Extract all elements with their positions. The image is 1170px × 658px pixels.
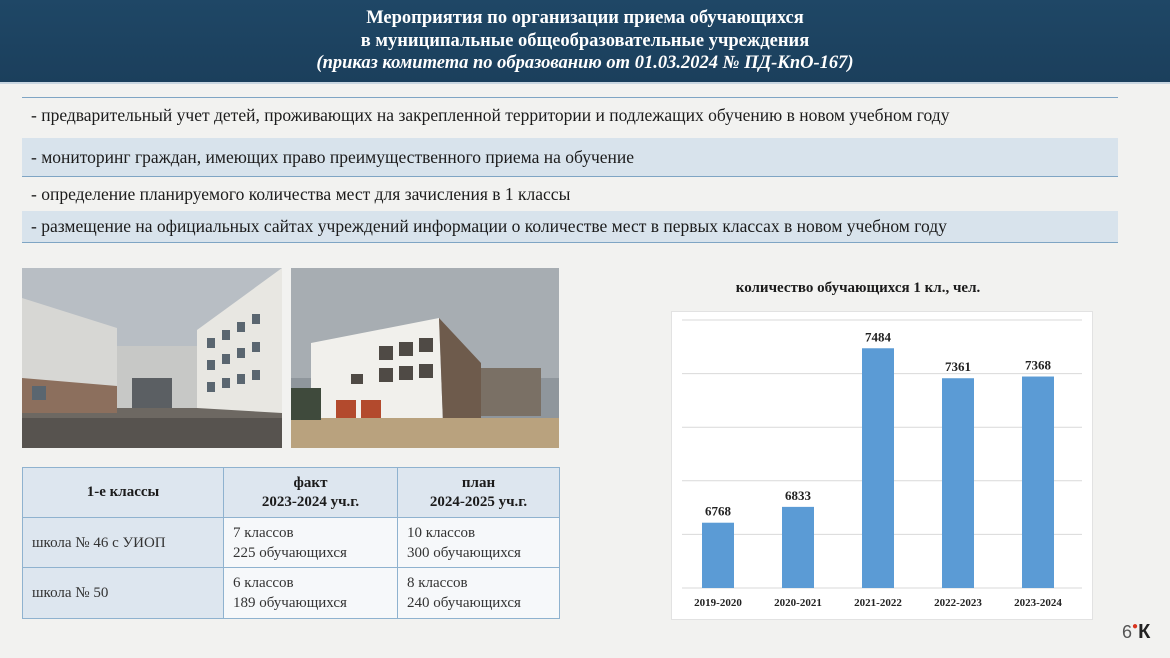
slide-header xyxy=(0,0,1170,84)
table-header xyxy=(23,468,224,518)
x-tick-label: 2022-2023 xyxy=(934,597,982,609)
cell-classes: 7 классов xyxy=(233,524,294,541)
divider xyxy=(22,176,1118,177)
bullet-item: - мониторинг граждан, имеющих право преимущественного приема на обучение xyxy=(22,138,1118,176)
divider xyxy=(22,242,1118,243)
bullet-item: - размещение на официальных сайтах учреждений информации о количестве мест в первых классах в новом учебном году xyxy=(22,211,1118,242)
table-row xyxy=(23,518,560,568)
header-fact: факт xyxy=(293,474,328,491)
header-plan: план xyxy=(461,474,496,491)
cell-students: 300 обучающихся xyxy=(407,544,521,561)
slide-title-order: (приказ комитета по образованию от 01.03.2024 № ПД-КпО-167) xyxy=(316,53,854,73)
table-header-row xyxy=(23,468,560,518)
divider xyxy=(22,97,1118,98)
bullet-item: - предварительный учет детей, проживающих на закрепленной территории и подлежащих обучению в новом учебном году xyxy=(31,105,950,125)
logo-letter: К xyxy=(1138,621,1151,643)
chart-title: количество обучающихся 1 кл., чел. xyxy=(735,280,981,296)
bullet-item: - определение планируемого количества мест для зачисления в 1 классы xyxy=(31,183,571,204)
school-name: школа № 46 с УИОП xyxy=(23,518,224,568)
data-label: 6768 xyxy=(705,503,731,519)
slide-logo xyxy=(1122,621,1150,644)
school-photo-courtyard xyxy=(22,268,282,448)
x-tick-label: 2020-2021 xyxy=(774,597,822,609)
table-cell xyxy=(398,568,560,619)
x-tick-label: 2023-2024 xyxy=(1014,597,1062,609)
cell-students: 240 обучающихся xyxy=(407,595,521,611)
table-cell xyxy=(398,518,560,568)
cell-students: 225 обучающихся xyxy=(233,544,347,561)
header-classes: 1-е классы xyxy=(86,484,160,500)
chart-area xyxy=(671,311,1093,620)
slide-title-line2: в муниципальные общеобразовательные учреждения xyxy=(360,30,810,51)
chart-bar xyxy=(702,523,734,588)
cell-classes: 10 классов xyxy=(407,524,476,541)
table-row xyxy=(23,568,560,619)
cell-classes: 6 классов xyxy=(233,575,294,591)
cell-students: 189 обучающихся xyxy=(233,595,347,611)
header-plan-year: 2024-2025 уч.г. xyxy=(429,493,528,510)
data-label: 7361 xyxy=(945,359,971,375)
table-header xyxy=(224,468,398,518)
chart-bar xyxy=(782,507,814,588)
cell-classes: 8 классов xyxy=(407,575,468,591)
data-label: 7484 xyxy=(865,329,891,345)
data-label: 6833 xyxy=(785,487,811,503)
chart-bar xyxy=(942,378,974,588)
x-tick-label: 2019-2020 xyxy=(694,597,742,609)
slide-title-line1: Мероприятия по организации приема обучающихся xyxy=(366,8,804,28)
classes-table xyxy=(22,467,560,619)
x-tick-label: 2021-2022 xyxy=(854,597,902,609)
chart-bar xyxy=(1022,377,1054,588)
table-cell xyxy=(224,568,398,619)
page-number: 6 xyxy=(1122,622,1133,642)
school-photo-building xyxy=(291,268,559,448)
table-cell xyxy=(224,518,398,568)
data-label: 7368 xyxy=(1025,357,1051,373)
bar-chart xyxy=(672,312,1092,619)
logo-dot-icon: ● xyxy=(1132,621,1139,632)
school-name: школа № 50 xyxy=(23,568,224,619)
table-header xyxy=(398,468,560,518)
header-fact-year: 2023-2024 уч.г. xyxy=(261,493,360,510)
chart-bar xyxy=(862,348,894,588)
